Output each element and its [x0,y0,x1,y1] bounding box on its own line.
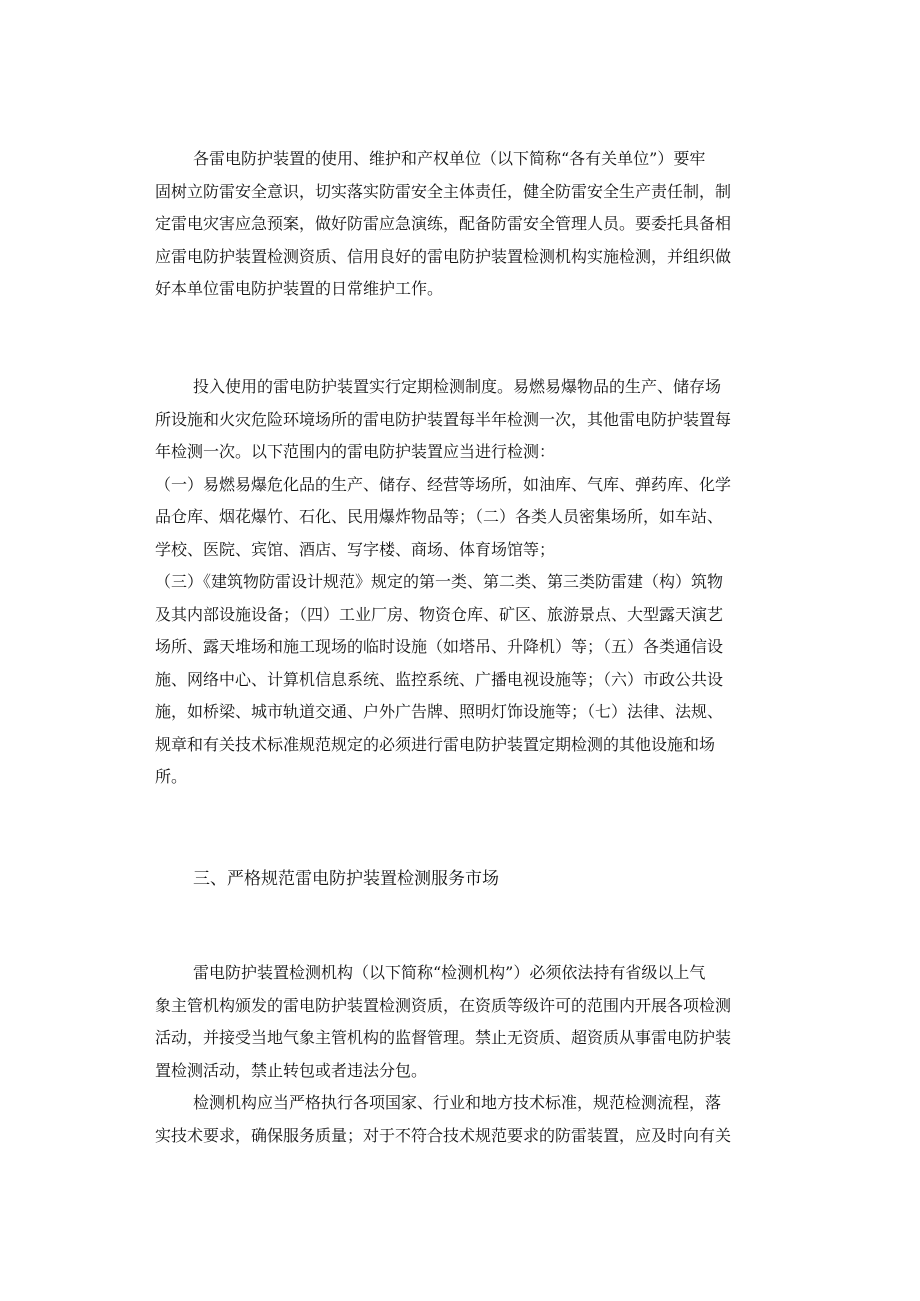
paragraph-inspection-agency [155,957,773,1087]
text-line: 固树立防雷安全意识，切实落实防雷安全主体责任，健全防雷安全生产责任制，制 [155,181,732,201]
text-line: 施，如桥梁、城市轨道交通、户外广告牌、照明灯饰设施等；（七）法律、法规、 [155,702,724,721]
text-line: 实技术要求，确保服务质量；对于不符合技术规范要求的防雷装置，应及时向有关 [155,1125,732,1145]
text-line: 活动，并接受当地气象主管机构的监督管理。禁止无资质、超资质从事雷电防护装 [155,1028,732,1047]
text-line: 定雷电灾害应急预案，做好防雷应急演练，配备防雷安全管理人员。要委托具备相 [155,214,732,233]
text-line: 置检测活动，禁止转包或者违法分包。 [155,1060,428,1080]
section-heading: 三、严格规范雷电防护装置检测服务市场 [193,869,499,889]
text-line: 检测机构应当严格执行各项国家、行业和地方技术标准，规范检测流程，落 [193,1093,722,1112]
text-line: 象主管机构颁发的雷电防护装置检测资质，在资质等级许可的范围内开展各项检测 [155,995,732,1015]
text-line: 好本单位雷电防护装置的日常维护工作。 [155,279,444,298]
text-line: 学校、医院、宾馆、酒店、写字楼、商场、体育场馆等； [155,539,556,559]
text-line: （三）《建筑物防雷设计规范》规定的第一类、第二类、第三类防雷建（构）筑物 [155,572,724,591]
text-line: 年检测一次。以下范围内的雷电防护装置应当进行检测： [155,442,556,461]
text-line: 各雷电防护装置的使用、维护和产权单位（以下简称“各有关单位”）要牢 [193,149,706,168]
paragraph-unit-responsibility [155,143,773,306]
text-line: 品仓库、烟花爆竹、石化、民用爆炸物品等；（二）各类人员密集场所，如车站、 [155,507,724,526]
text-line: 规章和有关技术标准规范规定的必须进行雷电防护装置定期检测的其他设施和场 [155,734,716,754]
text-line: 投入使用的雷电防护装置实行定期检测制度。易燃易爆物品的生产、储存场 [193,377,722,396]
text-line: 所设施和火灾危险环境场所的雷电防护装置每半年检测一次，其他雷电防护装置每 [155,409,732,429]
text-line: 所。 [155,767,188,786]
text-line: 施、网络中心、计算机信息系统、监控系统、广播电视设施等；（六）市政公共设 [155,669,724,689]
text-line: 及其内部设施设备；（四）工业厂房、物资仓库、矿区、旅游景点、大型露天演艺 [155,604,724,624]
text-line: 雷电防护装置检测机构（以下简称“检测机构”）必须依法持有省级以上气 [193,963,706,982]
text-line: （一）易燃易爆危化品的生产、储存、经营等场所，如油库、气库、弹药库、化学 [155,474,732,494]
text-line: 应雷电防护装置检测资质、信用良好的雷电防护装置检测机构实施检测，并组织做 [155,246,732,266]
paragraph-technical-standards [155,1087,773,1152]
text-line: 场所、露天堆场和施工现场的临时设施（如塔吊、升降机）等；（五）各类通信设 [155,637,724,656]
paragraph-periodic-inspection [155,371,773,794]
